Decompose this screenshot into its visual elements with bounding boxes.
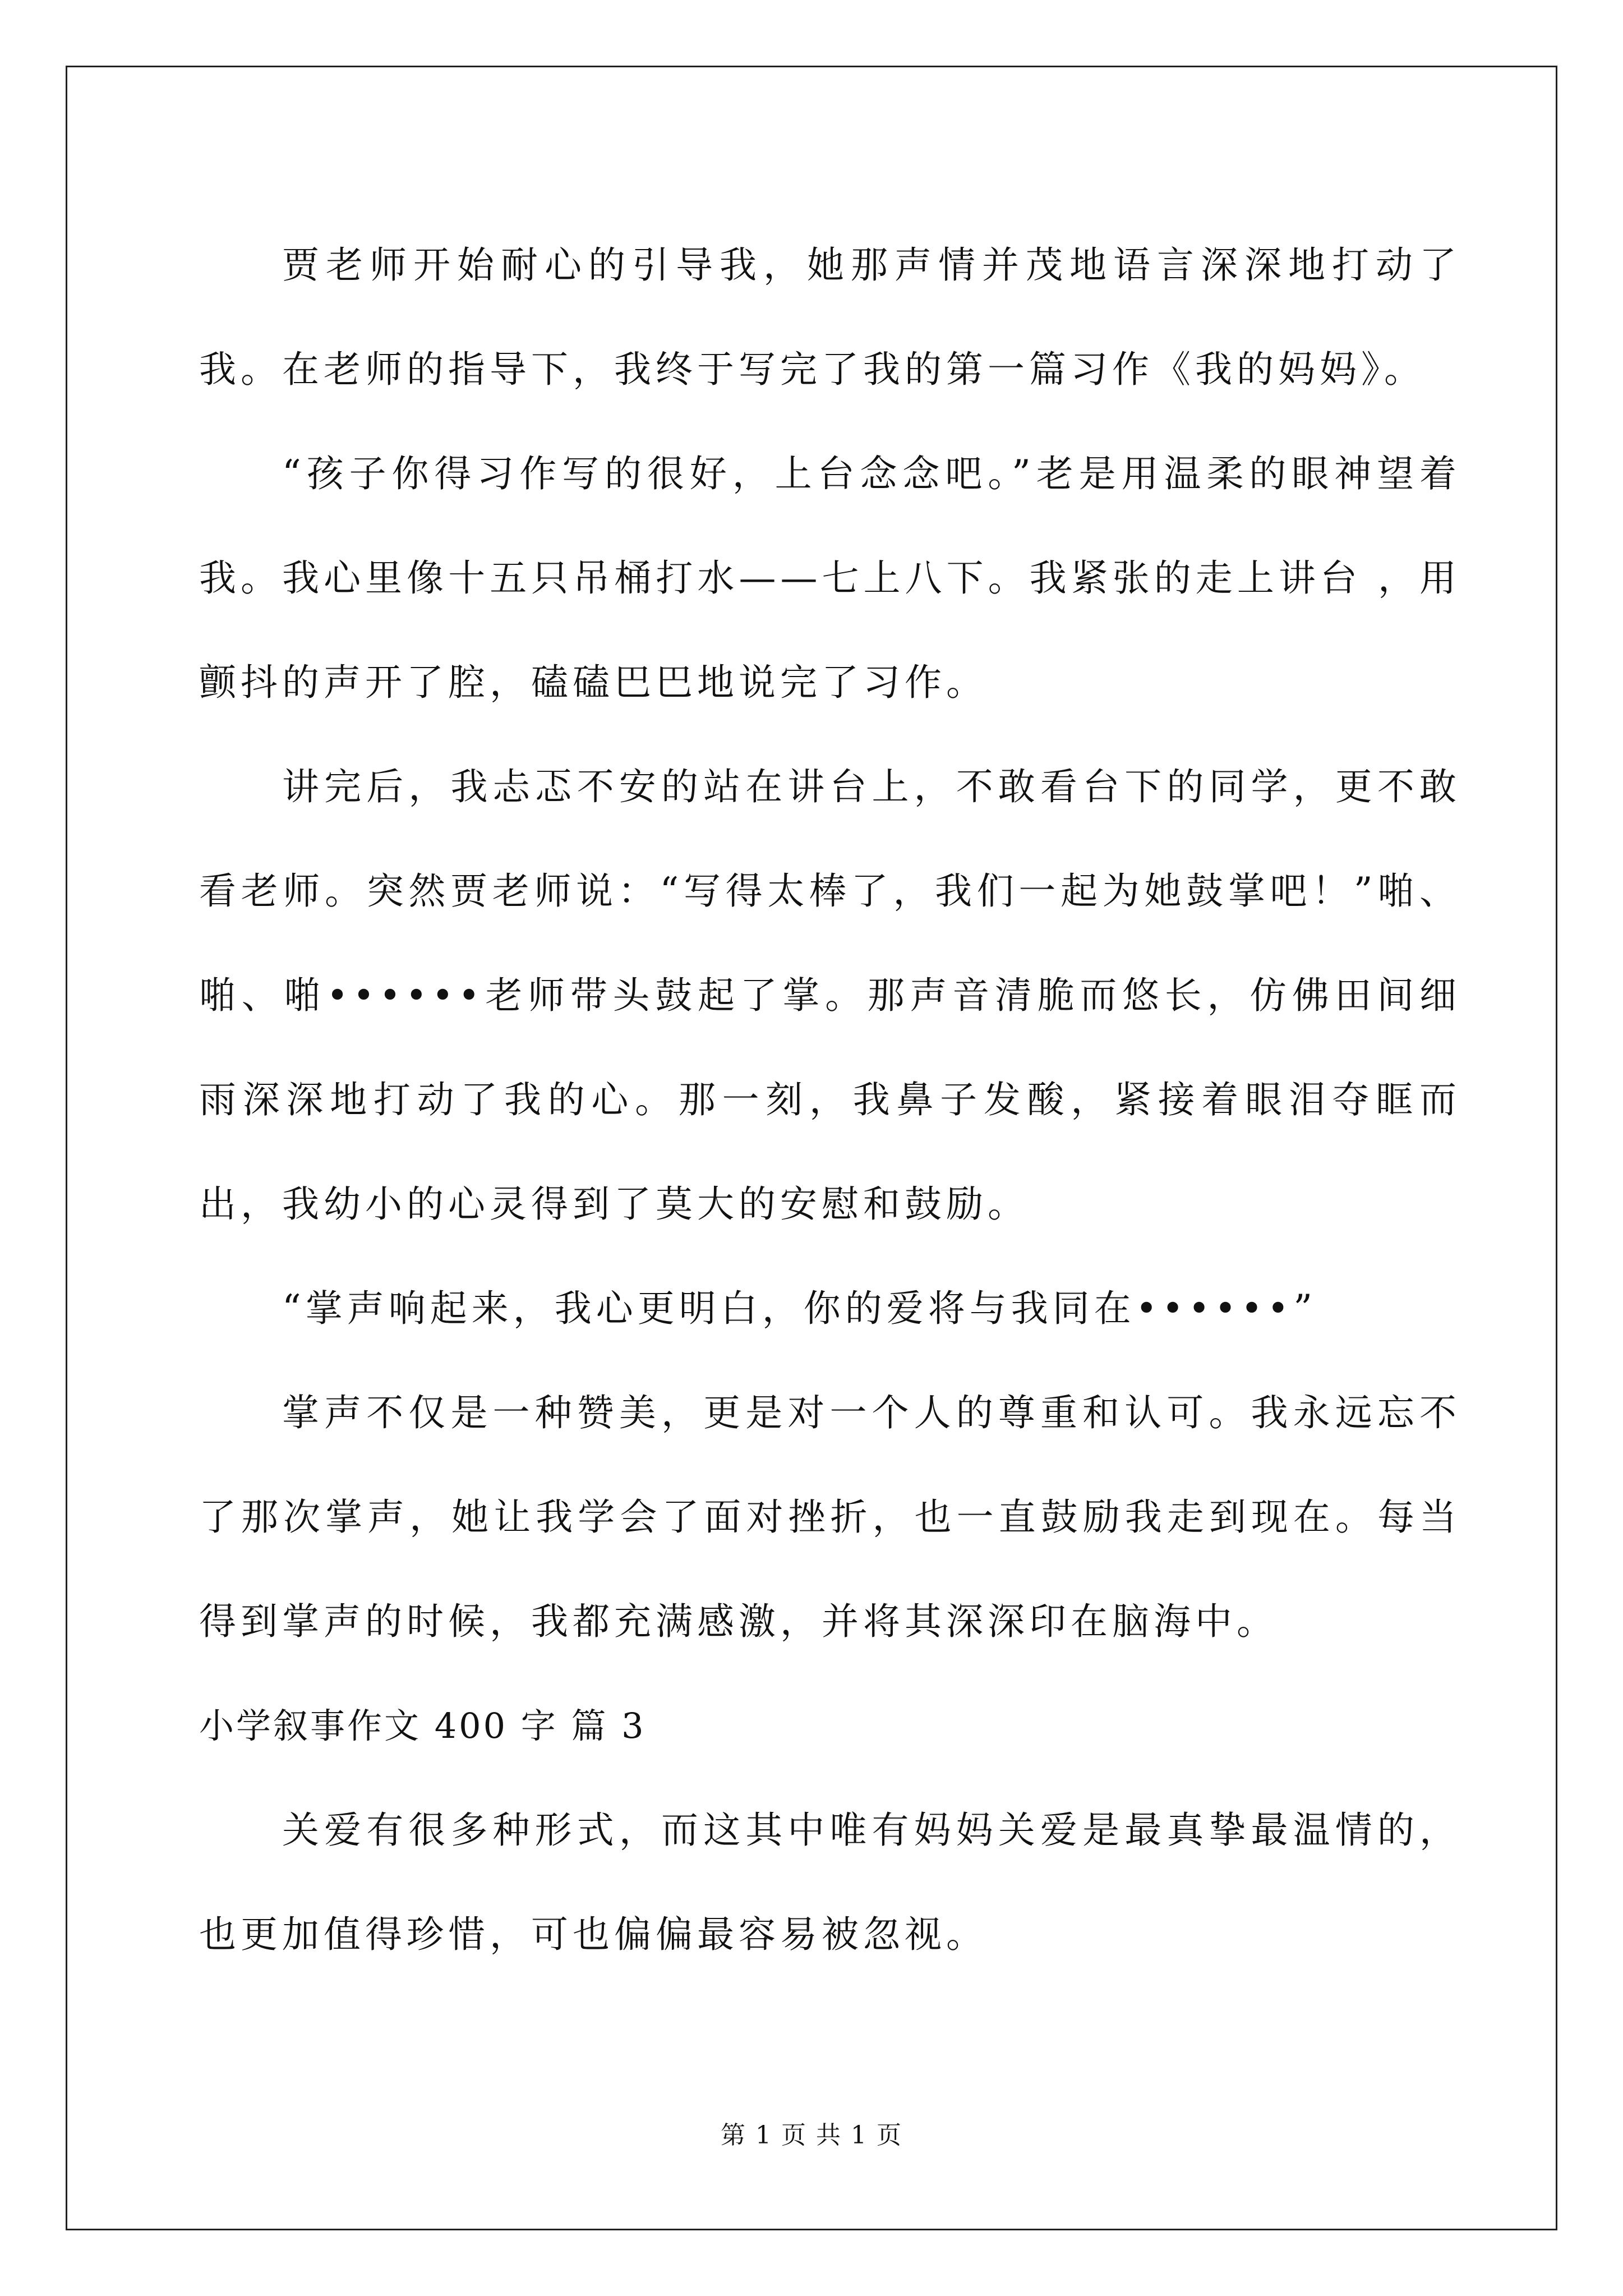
paragraph-3: 讲完后，我忐忑不安的站在讲台上，不敢看台下的同学，更不敢看老师。突然贾老师说：“写得太棒了，我们一起为她鼓掌吧！”啪、啪、啪••••••老师带头鼓起了掌。那声音清脆而悠长，仿佛田间细雨深深地打动了我的心。那一刻，我鼻子发酸，紧接着眼泪夺眶而出，我幼小的心灵得到了莫大的安慰和鼓励。 [199,765,1461,1226]
paragraph-2: “孩子你得习作写的很好，上台念念吧。”老是用温柔的眼神望着我。我心里像十五只吊桶打水——七上八下。我紧张的走上讲台 ，用颤抖的声开了腔，磕磕巴巴地说完了习作。 [199,452,1461,704]
paragraph-6: 关爱有很多种形式，而这其中唯有妈妈关爱是最真挚最温情的，也更加值得珍惜，可也偏偏最容易被忽视。 [199,1809,1461,1956]
paragraph-1: 贾老师开始耐心的引导我，她那声情并茂地语言深深地打动了我。在老师的指导下，我终于写完了我的第一篇习作《我的妈妈》。 [199,243,1461,391]
document-body [199,213,1461,1987]
paragraph-4: “掌声响起来，我心更明白，你的爱将与我同在••••••” [282,1287,1317,1330]
section-heading: 小学叙事作文 400 字 篇 3 [199,1705,646,1746]
paragraph-5: 掌声不仅是一种赞美，更是对一个人的尊重和认可。我永远忘不了那次掌声，她让我学会了面对挫折，也一直鼓励我走到现在。每当得到掌声的时候，我都充满感激，并将其深深印在脑海中。 [199,1391,1461,1643]
page-footer: 第 1 页 共 1 页 [721,2121,902,2150]
